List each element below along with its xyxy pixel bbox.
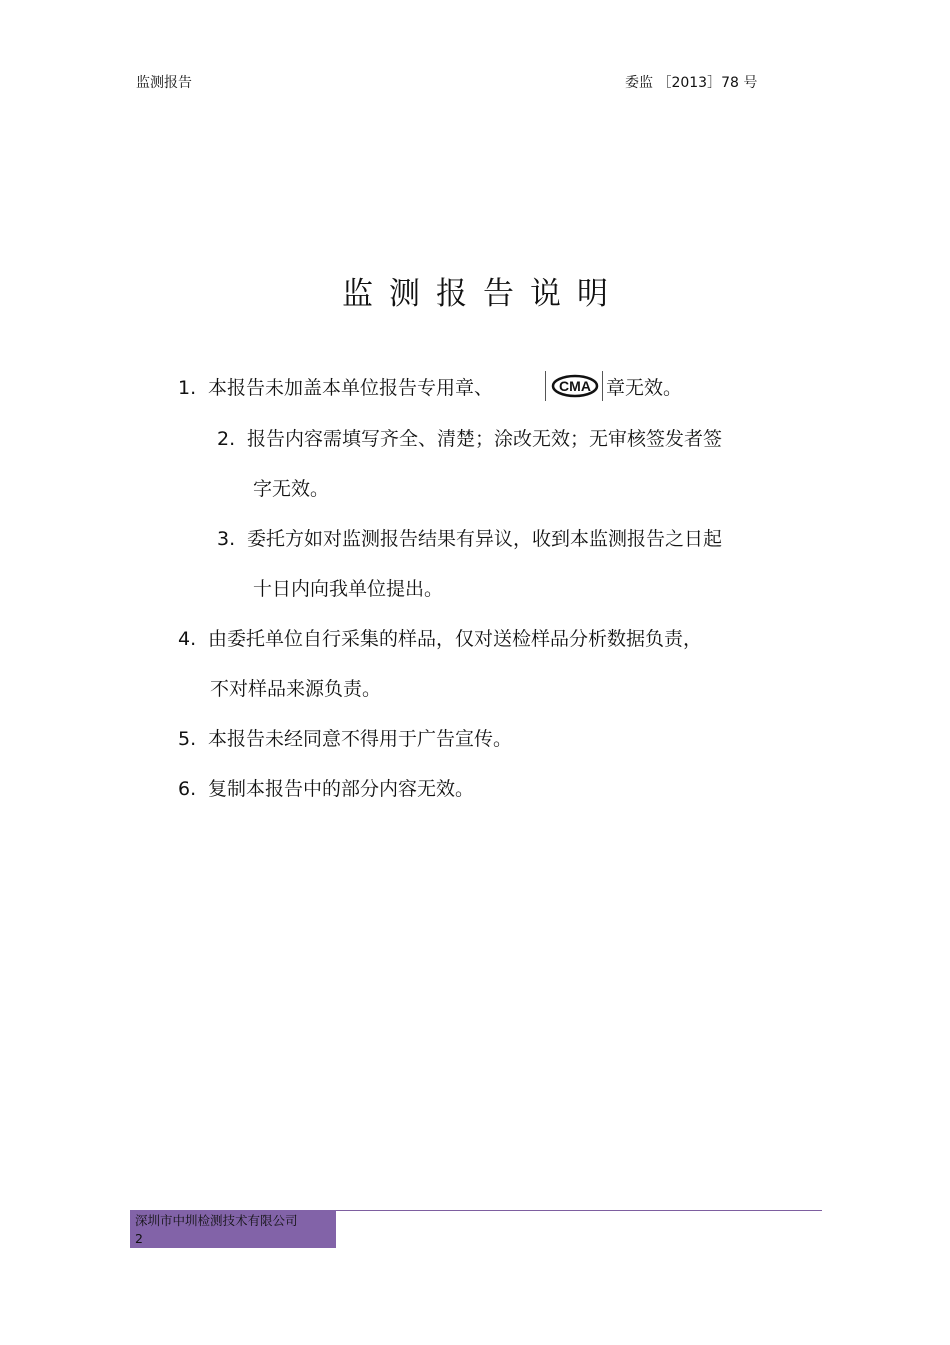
- item-number: 4.: [178, 628, 197, 650]
- list-item-3: [217, 524, 722, 551]
- cma-seal-icon: [551, 374, 599, 398]
- footer-page-number: 2: [135, 1231, 143, 1246]
- footer-company-name: 深圳市中圳检测技术有限公司: [135, 1213, 298, 1228]
- list-item-4-cont: 不对样品来源负责。: [210, 678, 382, 700]
- item-text: 本报告未经同意不得用于广告宣传。: [208, 728, 513, 750]
- item-number: 6.: [178, 778, 197, 800]
- footer-company-box: [130, 1210, 336, 1248]
- list-item-2-cont: 字无效。: [253, 478, 330, 500]
- item-number: 3.: [217, 528, 236, 550]
- list-item-1: [178, 373, 493, 400]
- cma-seal: [545, 371, 603, 401]
- item-text: 委托方如对监测报告结果有异议，收到本监测报告之日起: [247, 528, 723, 550]
- item-number: 5.: [178, 728, 197, 750]
- list-item-1-tail: 章无效。: [606, 377, 683, 399]
- header-report-label: 监测报告: [136, 75, 192, 91]
- item-text: 本报告未加盖本单位报告专用章、: [208, 377, 494, 399]
- list-item-6: [178, 774, 474, 801]
- page-title: 监测报告说明: [342, 276, 624, 312]
- footer-divider: [336, 1210, 822, 1211]
- header-document-number: 委监 ［2013］78 号: [625, 75, 758, 91]
- item-number: 1.: [178, 377, 197, 399]
- item-number: 2.: [217, 428, 236, 450]
- svg-text:CMA: CMA: [559, 378, 591, 394]
- item-text: 复制本报告中的部分内容无效。: [208, 778, 475, 800]
- list-item-2: [217, 424, 722, 451]
- list-item-4: [178, 624, 702, 651]
- list-item-5: [178, 724, 512, 751]
- item-text: 由委托单位自行采集的样品，仅对送检样品分析数据负责，: [208, 628, 703, 650]
- list-item-3-cont: 十日内向我单位提出。: [253, 578, 444, 600]
- item-text: 报告内容需填写齐全、清楚；涂改无效；无审核签发者签: [247, 428, 723, 450]
